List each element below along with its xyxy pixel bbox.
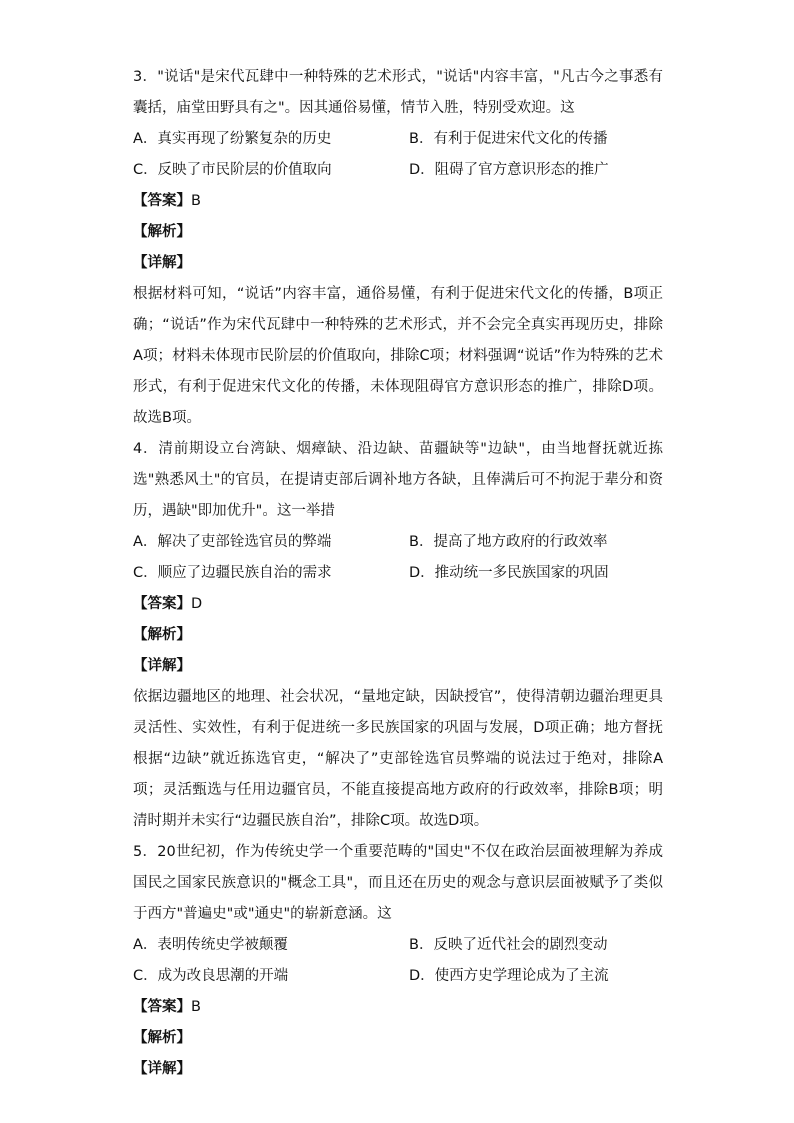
question-4-option-d: D．推动统一多民族国家的巩固 [409,565,609,581]
question-3-option-a: A．真实再现了纷繁复杂的历史 [133,131,332,147]
question-5-options [133,930,663,992]
question-4-answer [133,589,663,620]
question-3-detail-label: 【详解】 [133,255,191,271]
question-4-stem: 4．清前期设立台湾缺、烟瘴缺、沿边缺、苗疆缺等"边缺"，由当地督抚就近拣选"熟悉风土"的官员，在提请吏部后调补地方各缺，且俸满后可不拘泥于辈分和资历，遇缺"即加优升"。这一举措 [133,441,663,519]
question-4 [133,434,663,837]
question-4-detail-label: 【详解】 [133,658,191,674]
answer-label: 【答案】 [133,193,191,209]
question-3-answer [133,186,663,217]
question-4-option-c: C．顺应了边疆民族自治的需求 [133,565,332,581]
question-3-stem: 3．"说话"是宋代瓦肆中一种特殊的艺术形式，"说话"内容丰富，"凡古今之事悉有囊括，庙堂田野具有之"。因其通俗易懂，情节入胜，特别受欢迎。这 [133,69,663,116]
question-3-option-c: C．反映了市民阶层的价值取向 [133,162,332,178]
question-5-answer [133,992,663,1023]
answer-label: 【答案】 [133,999,191,1015]
question-5-analysis-label: 【解析】 [133,1030,191,1046]
answer-value: B [191,193,201,209]
question-5-option-b: B．反映了近代社会的剧烈变动 [409,937,608,953]
question-4-option-a: A．解决了吏部铨选官员的弊端 [133,534,332,550]
question-3-option-d: D．阻碍了官方意识形态的推广 [409,162,609,178]
question-5 [133,837,663,1085]
question-3-option-b: B．有利于促进宋代文化的传播 [409,131,608,147]
question-3-options [133,124,663,186]
question-3 [133,62,663,434]
question-5-option-d: D．使西方史学理论成为了主流 [409,968,609,984]
question-3-analysis-label: 【解析】 [133,224,191,240]
question-3-detail: 根据材料可知，“说话”内容丰富，通俗易懂，有利于促进宋代文化的传播，B项正确；“说话”作为宋代瓦肆中一种特殊的艺术形式，并不会完全真实再现历史，排除A项；材料未体现市民阶层的价值取向，排除C项；材料强调“说话”作为特殊的艺术形式，有利于促进宋代文化的传播，未体现阻碍官方意识形态的推广，排除D项。故选B项。 [133,286,663,426]
document-page [133,62,663,1085]
question-4-options [133,527,663,589]
answer-value: B [191,999,201,1015]
question-5-detail-label: 【详解】 [133,1061,191,1077]
answer-label: 【答案】 [133,596,191,612]
question-4-detail: 依据边疆地区的地理、社会状况，“量地定缺，因缺授官”，使得清朝边疆治理更具灵活性、实效性，有利于促进统一多民族国家的巩固与发展，D项正确；地方督抚根据“边缺”就近拣选官吏，“解决了”吏部铨选官员弊端的说法过于绝对，排除A项；灵活甄选与任用边疆官员，不能直接提高地方政府的行政效率，排除B项；明清时期并未实行“边疆民族自治”，排除C项。故选D项。 [133,689,663,829]
question-5-stem: 5．20世纪初，作为传统史学一个重要范畴的"国史"不仅在政治层面被理解为养成国民之国家民族意识的"概念工具"，而且还在历史的观念与意识层面被赋予了类似于西方"普遍史"或"通史"的崭新意涵。这 [133,844,663,922]
question-5-option-c: C．成为改良思潮的开端 [133,968,289,984]
question-4-option-b: B．提高了地方政府的行政效率 [409,534,608,550]
question-5-option-a: A．表明传统史学被颠覆 [133,937,288,953]
answer-value: D [191,596,203,612]
question-4-analysis-label: 【解析】 [133,627,191,643]
